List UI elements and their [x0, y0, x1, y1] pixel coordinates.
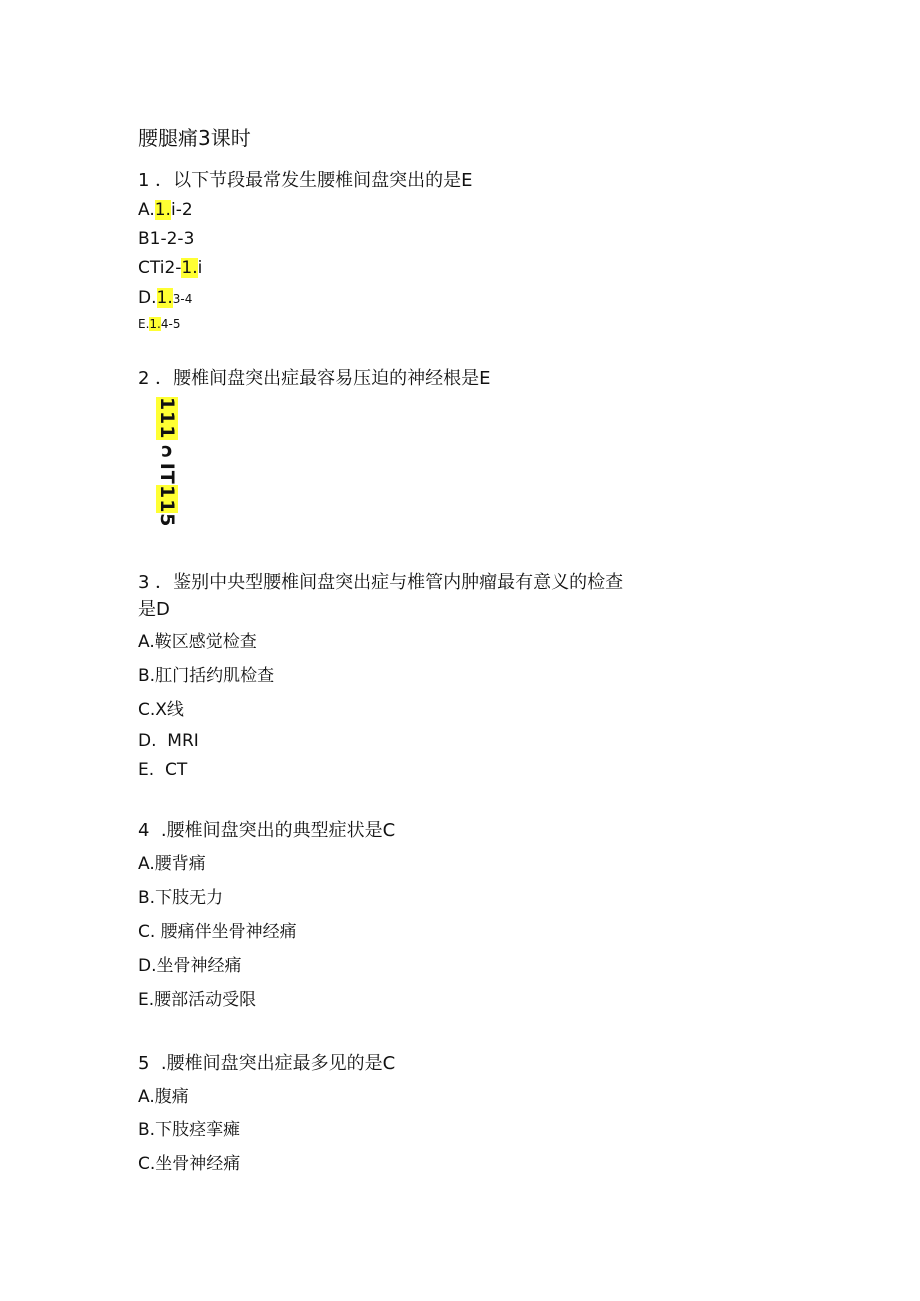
q2-garbled-options: [157, 397, 176, 527]
q1-option-e-prefix: E.: [138, 317, 150, 331]
q1-option-a-suffix: i-2: [170, 200, 193, 220]
q3-option-d: D. MRI: [138, 731, 199, 751]
q1-option-e-suffix: 4-5: [160, 317, 181, 331]
q1-option-d-prefix: D.: [138, 288, 157, 308]
q4-option-e: E.腰部活动受限: [138, 990, 257, 1010]
q3-option-b: B.肛门括约肌检查: [138, 666, 275, 686]
document-title: 腰腿痛3课时: [138, 126, 251, 150]
q1-option-c-highlight: 1.: [181, 258, 198, 278]
question-5-stem: 5 .腰椎间盘突出症最多见的是C: [138, 1053, 396, 1074]
question-2-stem: 2 ．腰椎间盘突出症最容易压迫的神经根是E: [138, 368, 491, 389]
q2-garbled-3: ↄIT: [156, 439, 178, 485]
q4-option-b: B.下肢无力: [138, 888, 224, 908]
q1-option-c-prefix: CTi2-: [138, 258, 182, 278]
question-3-stem-line1: 3 ．鉴别中央型腰椎间盘突出症与椎管内肿瘤最有意义的检查: [138, 572, 624, 593]
q1-option-c-suffix: i: [197, 258, 203, 278]
q1-option-a-prefix: A.: [138, 200, 155, 220]
q1-option-d-highlight: 1.: [156, 288, 173, 308]
q2-garbled-5: 5: [156, 513, 178, 528]
question-3-stem-line2: 是D: [138, 599, 170, 620]
q5-option-b: B.下肢痉挛瘫: [138, 1120, 241, 1140]
q3-option-e: E. CT: [138, 760, 188, 780]
q1-option-e: [138, 318, 180, 330]
q3-option-c: C.X线: [138, 700, 184, 720]
q1-option-d: [138, 290, 192, 307]
q3-option-a: A.鞍区感觉检查: [138, 632, 257, 652]
q2-garbled-1: 1: [156, 397, 178, 412]
q2-garbled-4: 11: [156, 484, 178, 514]
q2-garbled-2: 11: [156, 411, 178, 440]
q1-option-a: [138, 202, 193, 219]
question-4-stem: 4 .腰椎间盘突出的典型症状是C: [138, 820, 396, 841]
q4-option-a: A.腰背痛: [138, 854, 206, 874]
question-1-stem: 1 ．以下节段最常发生腰椎间盘突出的是E: [138, 170, 473, 191]
q4-option-d: D.坐骨神经痛: [138, 956, 242, 976]
q5-option-c: C.坐骨神经痛: [138, 1154, 241, 1174]
q1-option-c: [138, 260, 202, 277]
q1-option-b: B1-2-3: [138, 229, 195, 249]
q4-option-c: C. 腰痛伴坐骨神经痛: [138, 922, 297, 942]
q5-option-a: A.腹痛: [138, 1087, 189, 1107]
q1-option-e-highlight: 1.: [149, 317, 161, 331]
q1-option-a-highlight: 1.: [154, 200, 171, 220]
q1-option-d-suffix: 3-4: [172, 292, 193, 306]
